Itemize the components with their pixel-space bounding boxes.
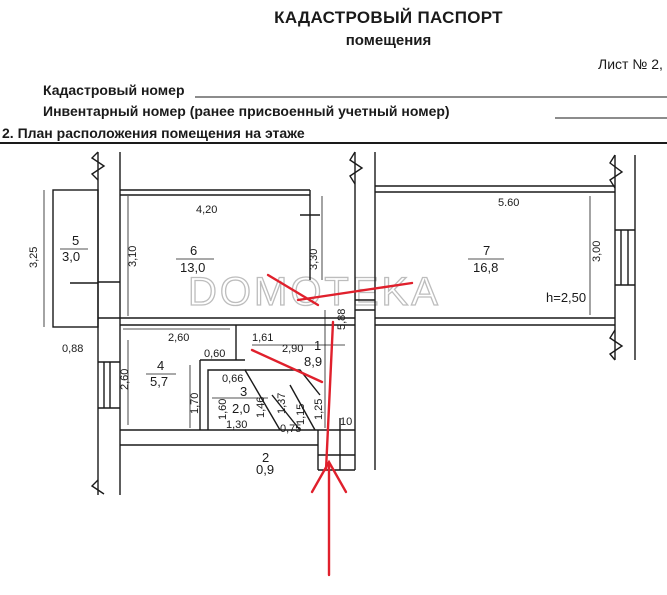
dim-5-88: 5,88 bbox=[336, 308, 348, 330]
dim-10: 10 bbox=[340, 416, 353, 428]
dim-1-61: 1,61 bbox=[252, 332, 274, 344]
room-5-area: 3,0 bbox=[62, 249, 81, 264]
dim-5-60: 5.60 bbox=[498, 197, 520, 209]
room-2-area: 0,9 bbox=[256, 462, 275, 477]
room-6-number: 6 bbox=[190, 243, 198, 258]
dim-3-10: 3,10 bbox=[127, 245, 139, 267]
document-subtitle: помещения bbox=[345, 32, 432, 49]
dim-3-30: 3,30 bbox=[308, 248, 320, 270]
dim-0-60: 0,60 bbox=[204, 348, 226, 360]
room-7-number: 7 bbox=[483, 243, 491, 258]
room-6-area: 13,0 bbox=[180, 260, 206, 275]
dim-4-20: 4,20 bbox=[196, 204, 218, 216]
cadastral-number-label: Кадастровый номер bbox=[43, 82, 185, 98]
inventory-number-label: Инвентарный номер (ранее присвоенный учетный номер) bbox=[43, 103, 450, 119]
ceiling-height: h=2,50 bbox=[546, 290, 587, 305]
dim-1-70: 1,70 bbox=[189, 392, 201, 414]
room-3-number: 3 bbox=[240, 384, 248, 399]
room-1-area: 8,9 bbox=[304, 354, 323, 369]
header-rules bbox=[0, 97, 667, 143]
dim-0-66: 0,66 bbox=[222, 373, 244, 385]
section-title: 2. План расположения помещения на этаже bbox=[2, 125, 305, 141]
dim-1-15: 1,15 bbox=[295, 403, 307, 425]
room-7-area: 16,8 bbox=[473, 260, 499, 275]
dim-1-30: 1,30 bbox=[226, 419, 248, 431]
room-3-area: 2,0 bbox=[232, 401, 251, 416]
room-1-number: 1 bbox=[314, 338, 322, 353]
dim-1-37: 1,37 bbox=[276, 392, 288, 414]
dim-2-60-horizontal: 2,60 bbox=[168, 332, 190, 344]
dim-0-88: 0,88 bbox=[62, 343, 84, 355]
dim-1-60: 1,60 bbox=[217, 398, 229, 420]
watermark: DOMOTEKA bbox=[188, 270, 441, 314]
document-title: КАДАСТРОВЫЙ ПАСПОРТ bbox=[274, 8, 503, 27]
dimension-labels bbox=[28, 197, 603, 435]
dim-2-60-vertical: 2,60 bbox=[119, 368, 131, 390]
dim-2-90: 2,90 bbox=[282, 343, 304, 355]
dim-3-00: 3,00 bbox=[591, 240, 603, 262]
dim-3-25: 3,25 bbox=[28, 246, 40, 268]
room-4-area: 5,7 bbox=[150, 374, 169, 389]
room-5-number: 5 bbox=[72, 233, 80, 248]
dim-0-75: 0,75 bbox=[280, 423, 302, 435]
room-2-number: 2 bbox=[262, 450, 270, 465]
dim-1-25: 1,25 bbox=[313, 398, 325, 420]
red-annotations bbox=[252, 275, 412, 575]
room-4-number: 4 bbox=[157, 358, 165, 373]
sheet-number: Лист № 2, bbox=[598, 56, 663, 72]
dim-1-46: 1,46 bbox=[255, 396, 267, 418]
